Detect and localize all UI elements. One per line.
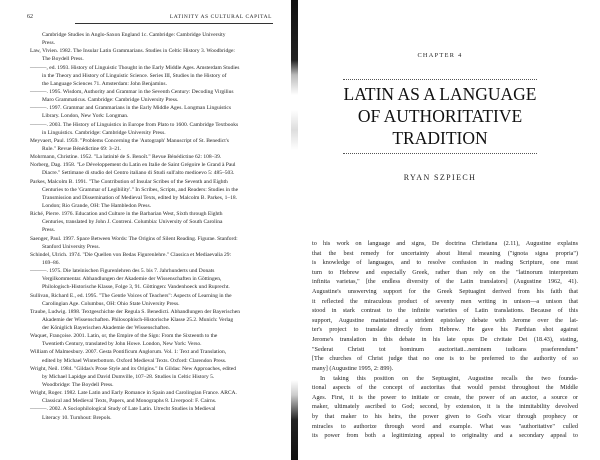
body-text-line: Jerome's translation in this debate in his late opus De civitate Dei (18.43), stating, xyxy=(312,336,578,344)
book-gutter-shadow xyxy=(291,0,298,460)
bibliography-line: Akademie der Wissenschaften. Philosophisch-Historische Klasse 25.2. Munich: Verlag xyxy=(42,316,234,323)
body-text-line: ter's project to translate directly from Hebrew. He gave his Parthian shot against xyxy=(312,326,578,334)
bibliography-line: Sullivan, Richard E., ed. 1995. "The Gentle Voices of Teachers": Aspects of Learning in the xyxy=(30,292,232,299)
body-text xyxy=(312,239,578,441)
bibliography-line: Mohrmann, Christine. 1952. "La latinité de S. Benoît." Revue Bénédictine 62: 108–39. xyxy=(30,154,222,161)
page-number: 62 xyxy=(27,14,33,20)
title-rule-bottom xyxy=(343,153,537,154)
bibliography-line: Maro Grammaticus. Cambridge: Cambridge University Press. xyxy=(42,97,179,104)
body-text-line: to his work on language and signs, De doctrina Christiana (2.11), Augustine explains xyxy=(312,240,578,247)
body-text-line: Augustine's unswerving support for the Greek Septuagint derived from his faith that xyxy=(312,288,578,296)
body-text-line: its power from both a legitimizing appeal to originality and a secondary appeal to xyxy=(312,432,578,440)
bibliography-line: ———, ed. 1993. History of Linguistic Thought in the Early Middle Ages. Amsterdam Studies xyxy=(30,64,240,71)
bibliography-line: Twentieth Century, translated by John Howe. London, New York: Verso. xyxy=(42,341,202,348)
bibliography-line: Woodbridge: The Boydell Press. xyxy=(42,382,114,389)
bibliography xyxy=(30,31,275,422)
bibliography-line: Transmission and Dissemination of Medieval Texts, edited by Malcolm B. Parkes, 1–18. xyxy=(42,194,238,201)
bibliography-line: Parkes, Malcolm B. 1991. "The Contribution of Insular Scribes of the Seventh and Eighth xyxy=(30,178,228,185)
bibliography-line: Carolingian Age. Columbus, OH: Ohio State University Press. xyxy=(42,300,180,307)
bibliography-line: Philologisch-Historische Klasse, Folge 3, 91. Göttingen: Vandenhoeck und Ruprecht. xyxy=(42,284,230,291)
bibliography-line: 169–86. xyxy=(42,259,60,266)
body-text-line: support, Augustine maintained a strident epistolary debate with Jerome over the lat- xyxy=(312,316,578,324)
bibliography-line: Centuries to the 'Grammar of Legibility'." In Scribes, Scripts, and Readers: Studies in the xyxy=(42,186,239,193)
bibliography-line: Classical and Medieval Texts, Papers, and Monographs 8. Liverpool: F. Cairns. xyxy=(42,398,217,405)
bibliography-line: Law, Vivien. 1982. The Insular Latin Grammarians. Studies in Celtic History 3. Woodbridge: xyxy=(30,48,235,55)
bibliography-line: Vergilkommentar. Abhandlungen der Akademie der Wissenschaften in Göttingen, xyxy=(42,276,222,283)
bibliography-line: in the Theory and History of Linguistic Science. Series III, Studies in the History of xyxy=(42,72,227,79)
body-text-line: by that maker to his heirs, the power given to God's vicar through prophecy or xyxy=(312,412,578,420)
chapter-label: CHAPTER 4 xyxy=(417,52,463,59)
bibliography-line: der Königlich Bayerischen Akademie der Wissenschaften. xyxy=(42,325,170,332)
chapter-author: RYAN SZPIECH xyxy=(403,173,477,182)
body-text-line: is knowledge of languages, and to resolve confusion in reading Scripture, one must xyxy=(312,259,578,267)
body-text-line: maker, ultimately ascribed to God; second, by extension, it is the inimitability devolved xyxy=(312,403,578,411)
body-text-line: infinita varietas," [the endless diversity of the Latin translators] (Augustine 1962, 41). xyxy=(312,278,578,286)
bibliography-line: Library. London, New York: Longman. xyxy=(42,113,129,120)
body-text-line: In taking this position on the Septuagint, Augustine recalls the two founda- xyxy=(320,374,578,382)
bibliography-line: the Language Sciences 71. Amsterdam: John Benjamins. xyxy=(42,80,167,87)
chapter-title xyxy=(300,83,580,149)
bibliography-line: William of Malmesbury. 2007. Gesta Pontificum Anglorum. Vol. 1: Text and Translation, xyxy=(30,349,227,356)
body-text-line: miracles to authorize through word and example. What was "authoritative" culled xyxy=(312,422,578,430)
body-text-line: many] (Augustine 1995, 2: 899). xyxy=(312,364,394,372)
bibliography-line: ———. 1997. Grammar and Grammarians in the Early Middle Ages. Longman Linguistics xyxy=(30,105,232,112)
bibliography-line: Riché, Pierre. 1976. Education and Culture in the Barbarian West, Sixth through Eighth xyxy=(30,211,223,218)
bibliography-line: The Boydell Press. xyxy=(42,56,84,63)
chapter-title-line: LATIN AS A LANGUAGE xyxy=(343,84,537,104)
bibliography-line: ———. 1995. Wisdom, Authority and Grammar in the Seventh Century: Decoding Virgilius xyxy=(30,88,234,95)
bibliography-line: ———. 1975. Die lateinischen Figurenlehren des 5. bis 7. Jahrhunderts und Donats xyxy=(30,268,215,275)
title-rule-top xyxy=(343,79,537,80)
bibliography-line: ———. 2003. The History of Linguistics in Europe from Plato to 1600. Cambridge Textbooks xyxy=(30,121,239,128)
bibliography-line: edited by Michael Winterbottom. Oxford Medieval Texts. Oxford: Clarendon Press. xyxy=(42,357,227,364)
body-text-line: tional aspects of the concept of auctoritas that would persist throughout the Middle xyxy=(312,384,578,392)
bibliography-line: Press. xyxy=(42,227,55,234)
running-head: LATINITY AS CULTURAL CAPITAL xyxy=(169,14,272,20)
bibliography-line: Diacre." Settimane di studio del Centro italiano di Studi sull'alto medioevo 5: 485–503. xyxy=(42,170,235,177)
bibliography-line: by Michael Lapidge and David Dumville, 107–28. Studies in Celtic History 5. xyxy=(42,373,215,380)
bibliography-line: Schindel, Ulrich. 1974. "Die Quellen von Bedas Figurenlehre." Classica et Mediaevalia 29: xyxy=(30,251,232,258)
bibliography-line: Waquet, Françoise. 2001. Latin, or, the Empire of the Sign: From the Sixteenth to the xyxy=(30,333,218,340)
body-text-line: stood in stark contrast to the infinite varieties of Latin translations. Because of this xyxy=(312,307,578,315)
body-text-line: that the best remedy for uncertainty about literal meaning ("ignota signa propria") xyxy=(312,249,578,257)
header-rule xyxy=(75,23,273,24)
bibliography-line: London; Rio Grande, OH: The Hambledon Press. xyxy=(42,202,151,209)
body-text-line: turn to Hebrew and especially Greek, rather than rely on the "latinorum interpretum xyxy=(312,268,578,276)
body-text-line: [The churches of Christ judge that no one is to be preferred to the authority of so xyxy=(312,355,578,363)
bibliography-line: Meyvaert, Paul. 1959. "Problems Concerning the 'Autograph' Manuscript of St. Benedict's xyxy=(30,137,229,144)
body-text-line: it reflected the miraculous product of seventy men writing in unison—a unison that xyxy=(312,297,578,305)
chapter-title-line: TRADITION xyxy=(392,128,488,148)
bibliography-line: Stanford University Press. xyxy=(42,243,100,250)
body-text-line: "Sederat Christi tot hominum auctoritati...neminem iudicans praeferendum" xyxy=(312,345,578,353)
bibliography-line: ———. 2002. A Sociophilological Study of Late Latin. Utrecht Studies in Medieval xyxy=(30,406,216,413)
bibliography-line: Wright, Roger. 1982. Late Latin and Early Romance in Spain and Carolingian France. ARCA. xyxy=(30,390,237,397)
body-text-line: Ages. First, it is the power to initiate or create, the power of an auctor, a source or xyxy=(312,393,578,401)
bibliography-line: Wright, Neil. 1984. "Gildas's Prose Style and its Origins." In Gildas: New Approaches, edited xyxy=(30,365,236,372)
bibliography-line: Traube, Ludwig. 1898. Textgeschichte der Regula S. Benedicti. Abhandlungen der Bayerischen xyxy=(30,308,240,315)
bibliography-line: Press. xyxy=(42,40,55,47)
chapter-title-line: OF AUTHORITATIVE xyxy=(357,106,523,126)
bibliography-line: in Linguistics. Cambridge: Cambridge University Press. xyxy=(42,129,166,136)
bibliography-line: Norberg, Dag. 1958. "Le Développement du Latin en Italie de Saint Grégoire le Grand à Paul xyxy=(30,162,236,169)
bibliography-line: Centuries, translated by John J. Contreni. Columbia: University of South Carolina xyxy=(42,219,223,226)
bibliography-line: Rule." Revue Bénédictine 69: 3–21. xyxy=(42,145,122,152)
bibliography-line: Cambridge Studies in Anglo-Saxon England 1c. Cambridge: Cambridge University xyxy=(42,32,226,38)
bibliography-line: Saenger, Paul. 1997. Space Between Words: The Origins of Silent Reading. Figurae. Stanford: xyxy=(30,235,238,242)
bibliography-line: Literacy 10. Turnhout: Brepols. xyxy=(42,414,112,421)
